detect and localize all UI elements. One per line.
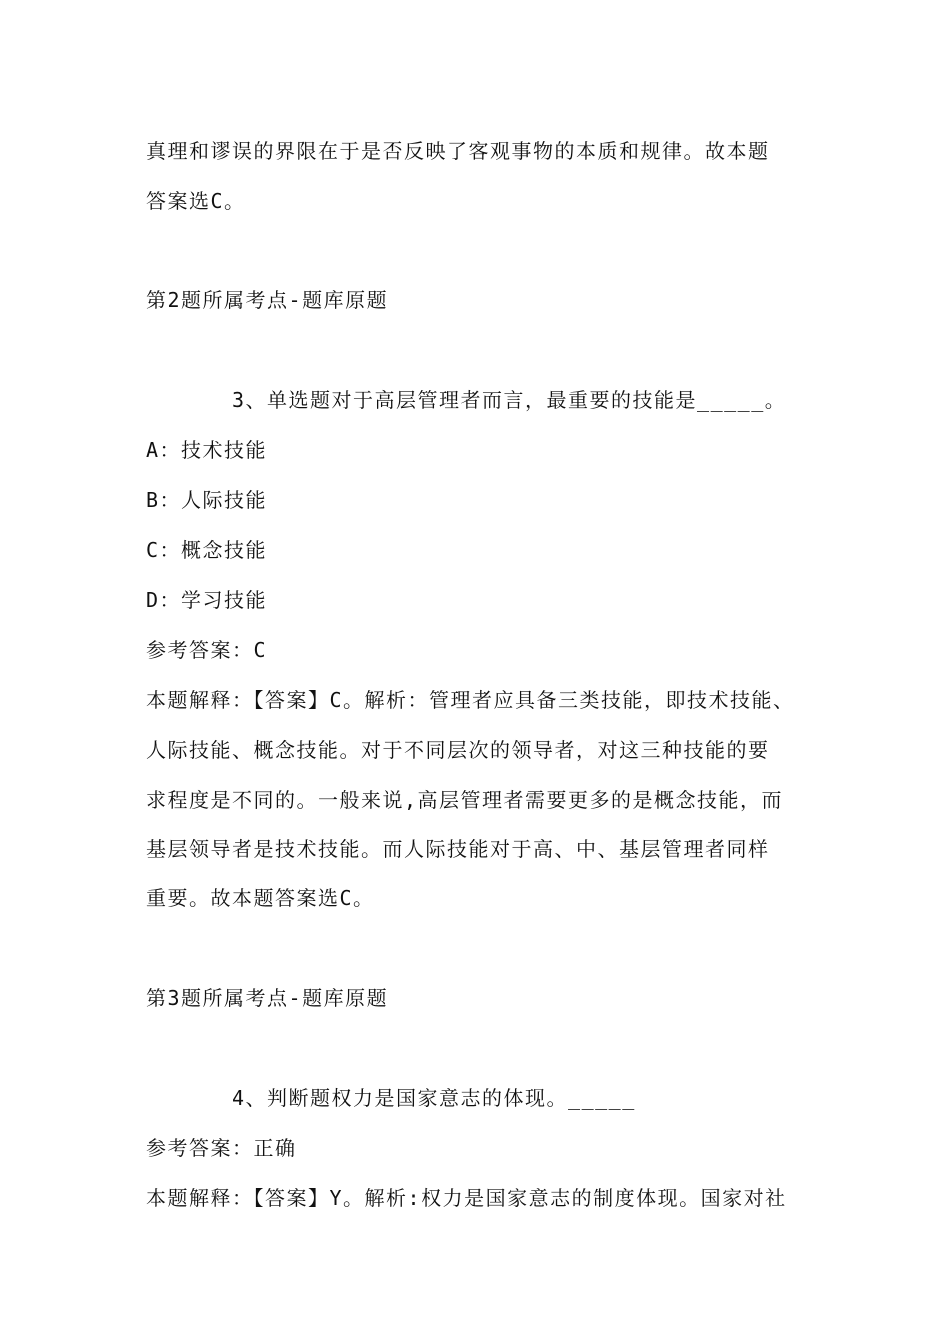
- question-4-answer: 参考答案：正确: [146, 1136, 297, 1160]
- question-3-option-d: D：学习技能: [146, 588, 268, 612]
- question-4-stem: 4、判断题权力是国家意志的体现。_____: [232, 1086, 636, 1110]
- question-3-explanation-line-2: 人际技能、概念技能。对于不同层次的领导者，对这三种技能的要: [146, 738, 770, 762]
- question-3-explanation-line-3: 求程度是不同的。一般来说,高层管理者需要更多的是概念技能，而: [146, 788, 784, 812]
- question-3-option-a: A：技术技能: [146, 438, 268, 462]
- explanation-q2-line-2: 答案选C。: [146, 189, 246, 213]
- q2-knowledge-point: 第2题所属考点-题库原题: [146, 288, 389, 312]
- q3-knowledge-point: 第3题所属考点-题库原题: [146, 986, 389, 1010]
- question-3-explanation-line-4: 基层领导者是技术技能。而人际技能对于高、中、基层管理者同样: [146, 837, 770, 861]
- question-3-explanation-line-1: 本题解释：【答案】C。解析：管理者应具备三类技能，即技术技能、: [146, 688, 795, 712]
- question-3-option-b: B：人际技能: [146, 488, 268, 512]
- explanation-q2-line-1: 真理和谬误的界限在于是否反映了客观事物的本质和规律。故本题: [146, 139, 770, 163]
- question-3-answer: 参考答案：C: [146, 638, 268, 662]
- question-3-explanation-line-5: 重要。故本题答案选C。: [146, 886, 375, 910]
- question-4-explanation-line-1: 本题解释：【答案】Y。解析:权力是国家意志的制度体现。国家对社: [146, 1186, 787, 1210]
- question-3-option-c: C：概念技能: [146, 538, 268, 562]
- question-3-stem: 3、单选题对于高层管理者而言，最重要的技能是_____。: [232, 388, 787, 412]
